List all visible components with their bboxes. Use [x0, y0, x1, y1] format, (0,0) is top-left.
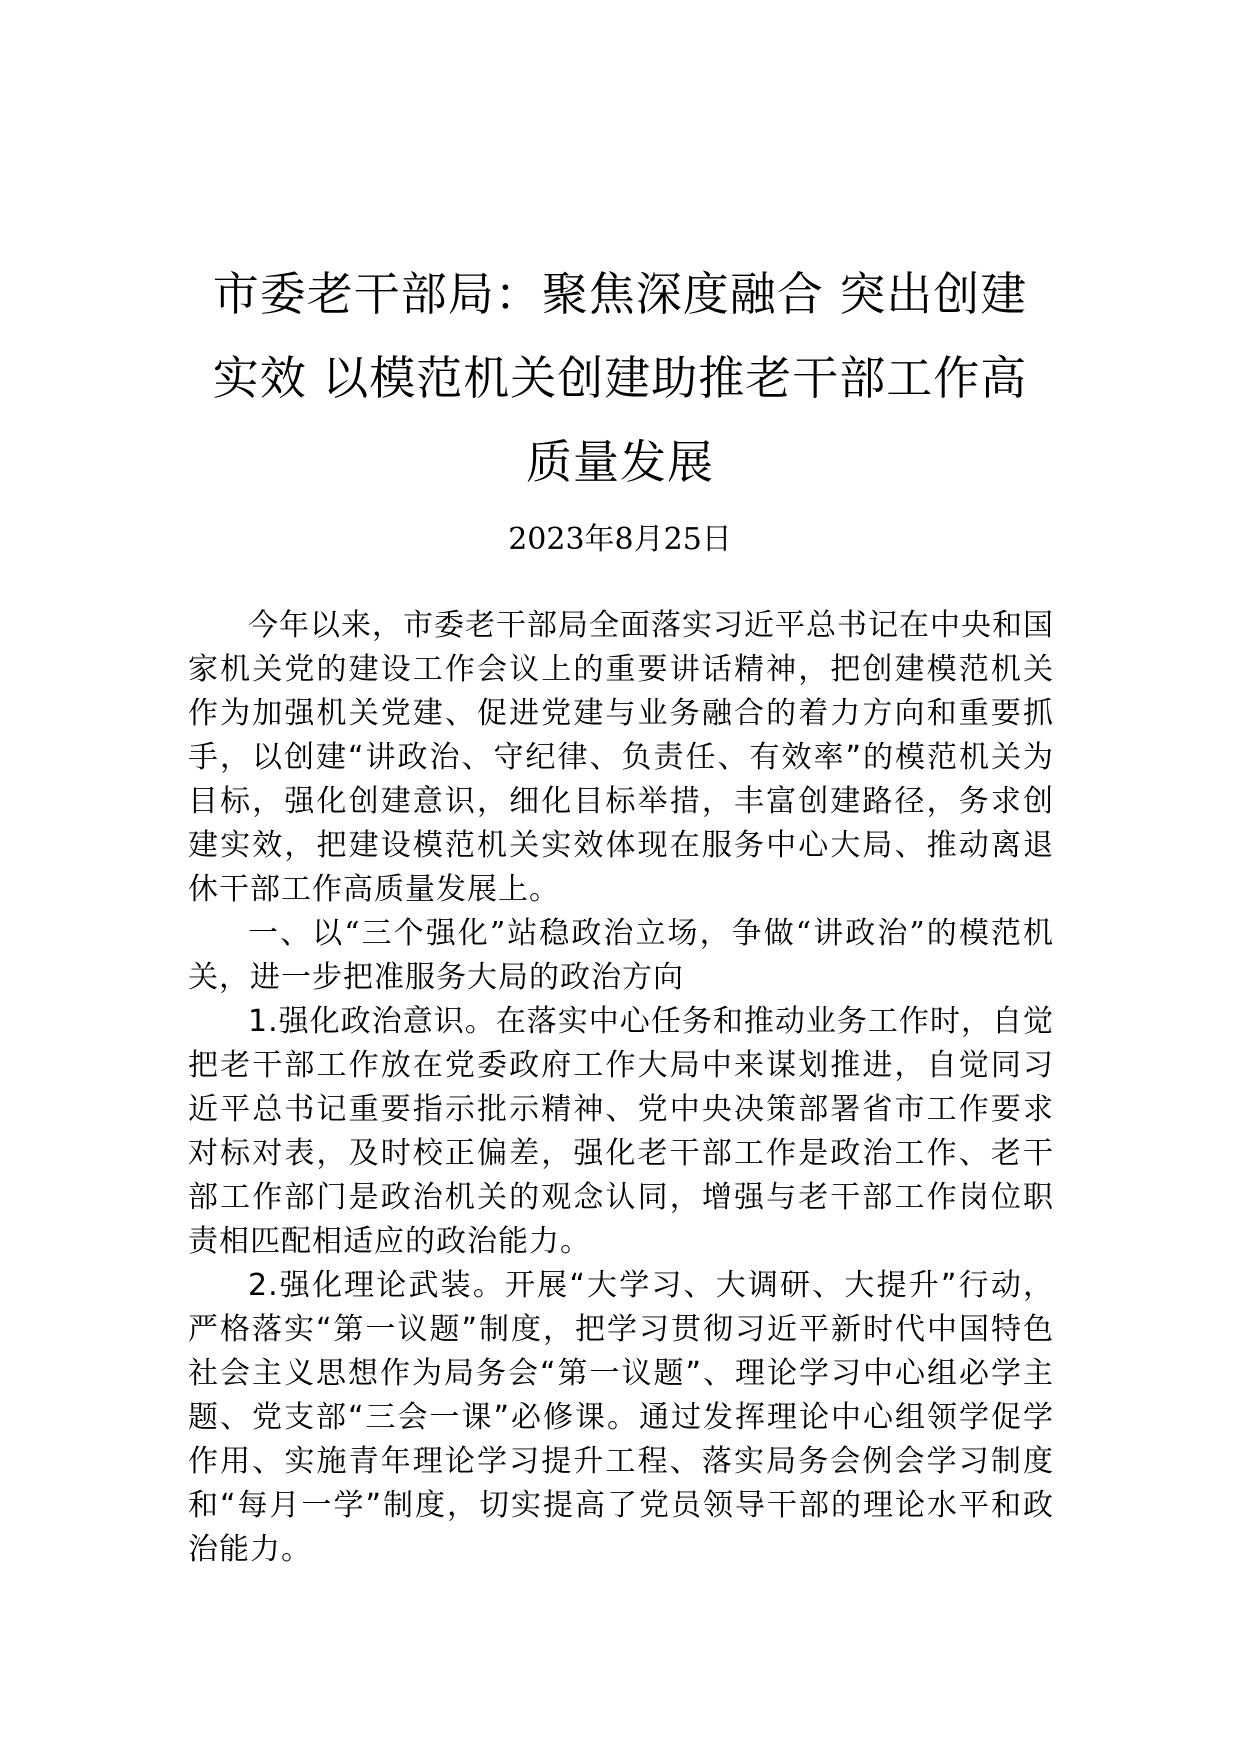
section-heading: 一、以“三个强化”站稳政治立场，争做“讲政治”的模范机关，进一步把准服务大局的政治方向 — [188, 916, 1054, 995]
document-date: 2023年8月25日 — [508, 522, 732, 557]
body-paragraph: 2.强化理论武装。开展“大学习、大调研、大提升”行动，严格落实“第一议题”制度，把学习贯彻习近平新时代中国特色社会主义思想作为局务会“第一议题”、理论学习中心组必学主题、党支部“三会一课”必修课。通过发挥理论中心组领学促学作用、实施青年理论学习提升工程、落实局务会例会学习制度和“每月一学”制度，切实提高了党员领导干部的理论水平和政治能力。 — [188, 1268, 1054, 1567]
intro-paragraph: 今年以来，市委老干部局全面落实习近平总书记在中央和国家机关党的建设工作会议上的重要讲话精神，把创建模范机关作为加强机关党建、促进党建与业务融合的着力方向和重要抓手，以创建“讲政治、守纪律、负责任、有效率”的模范机关为目标，强化创建意识，细化目标举措，丰富创建路径，务求创建实效，把建设模范机关实效体现在服务中心大局、推动离退休干部工作高质量发展上。 — [188, 608, 1054, 907]
body-paragraph: 1.强化政治意识。在落实中心任务和推动业务工作时，自觉把老干部工作放在党委政府工作大局中来谋划推进，自觉同习近平总书记重要指示批示精神、党中央决策部署省市工作要求对标对表，及时校正偏差，强化老干部工作是政治工作、老干部工作部门是政治机关的观念认同，增强与老干部工作岗位职责相匹配相适应的政治能力。 — [188, 1004, 1054, 1259]
document-body — [188, 604, 1054, 1572]
document-title: 市委老干部局：聚焦深度融合 突出创建实效 以模范机关创建助推老干部工作高质量发展 — [212, 267, 1028, 489]
